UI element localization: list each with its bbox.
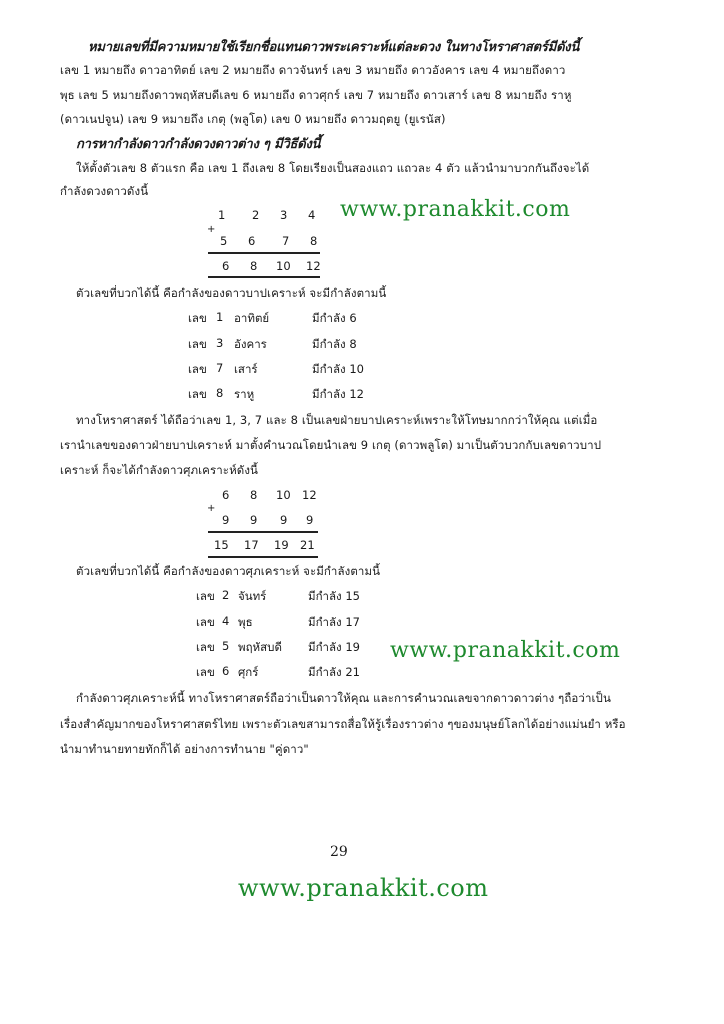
calc2-row2-cell: 9	[306, 513, 314, 527]
plus-sign: +	[207, 224, 216, 235]
calc1-row1-cell: 4	[308, 208, 316, 222]
calc2-row2-cell: 9	[222, 513, 230, 527]
paragraph-2-line-1: ให้ตั้งตัวเลข 8 ตัวแรก คือ เลข 1 ถึงเลข 8 โดยเรียงเป็นสองแถว แถวละ 4 ตัว แล้วนำมาบวกกันถึงจะได้	[76, 161, 590, 175]
calc1-row1-cell: 1	[218, 208, 226, 222]
calc2-row1-cell: 12	[302, 488, 317, 502]
calc1-result-cell: 6	[222, 259, 230, 273]
paragraph-6-line-1: กำลังดาวศุภเคราะห์นี้ ทางโหราศาสตร์ถือว่าเป็นดาวให้คุณ และการคำนวณเลขจากดาวดาวต่าง ๆถือว่าเป็น	[76, 691, 611, 705]
paragraph-1-line-3: (ดาวเนปจูน) เลข 9 หมายถึง เกตุ (พลูโต) เลข 0 หมายถึง ดาวมฤตยู (ยูเรนัส)	[60, 112, 446, 126]
heading-power-calculation: การหากำลังดาวกำลังดวงดาวต่าง ๆ มีวิธีดังนี้	[76, 137, 321, 152]
sum-line	[208, 276, 320, 278]
watermark: www.pranakkit.com	[340, 197, 571, 222]
sum-line	[208, 531, 318, 533]
calc1-row2-cell: 8	[310, 234, 318, 248]
heading-planet-numbers: หมายเลขที่มีความหมายใช้เรียกชื่อแทนดาวพระเคราะห์แต่ละดวง ในทางโหราศาสตร์มีดังนี้	[88, 40, 580, 55]
calc2-row2-cell: 9	[280, 513, 288, 527]
paragraph-1-line-2: พุธ เลข 5 หมายถึงดาวพฤหัสบดีเลข 6 หมายถึง ดาวศุกร์ เลข 7 หมายถึง ดาวเสาร์ เลข 8 หมายถึง ราหู	[60, 88, 572, 102]
page-number: 29	[330, 844, 348, 860]
paragraph-4-line-1: ทางโหราศาสตร์ ได้ถือว่าเลข 1, 3, 7 และ 8 เป็นเลขฝ่ายบาปเคราะห์เพราะให้โทษมากกว่าให้คุณ แต่เมื่อ	[76, 413, 598, 427]
calc2-row1-cell: 8	[250, 488, 258, 502]
calc1-row2-cell: 5	[220, 234, 228, 248]
watermark: www.pranakkit.com	[238, 874, 489, 902]
calc1-row1-cell: 2	[252, 208, 260, 222]
calc1-row1-cell: 3	[280, 208, 288, 222]
calc2-result-cell: 15	[214, 538, 229, 552]
calc2-row1-cell: 6	[222, 488, 230, 502]
paragraph-4-line-2: เรานำเลขของดาวฝ่ายบาปเคราะห์ มาตั้งคำนวณโดยนำเลข 9 เกตุ (ดาวพลูโต) มาเป็นตัวบวกกับเลขดาวบาป	[60, 438, 602, 452]
paragraph-3: ตัวเลขที่บวกได้นี้ คือกำลังของดาวบาปเคราะห์ จะมีกำลังตามนี้	[76, 286, 387, 300]
paragraph-2-line-2: กำลังดวงดาวดังนี้	[60, 184, 149, 198]
calc1-result-cell: 12	[306, 259, 321, 273]
calc2-row1-cell: 10	[276, 488, 291, 502]
watermark: www.pranakkit.com	[390, 638, 621, 663]
paragraph-5: ตัวเลขที่บวกได้นี้ คือกำลังของดาวศุภเคราะห์ จะมีกำลังตามนี้	[76, 564, 381, 578]
calc1-row2-cell: 7	[282, 234, 290, 248]
paragraph-1-line-1: เลข 1 หมายถึง ดาวอาทิตย์ เลข 2 หมายถึง ดาวจันทร์ เลข 3 หมายถึง ดาวอังคาร เลข 4 หมายถึงดาว	[60, 63, 566, 77]
paragraph-6-line-3: นำมาทำนายทายทักก็ได้ อย่างการทำนาย "คู่ดาว"	[60, 742, 309, 756]
paragraph-6-line-2: เรื่องสำคัญมากของโหราศาสตร์ไทย เพราะตัวเลขสามารถสื่อให้รู้เรื่องราวต่าง ๆของมนุษย์โลกได้อย่างแม่นยำ หรือ	[60, 717, 626, 731]
calc1-result-cell: 10	[276, 259, 291, 273]
paragraph-4-line-3: เคราะห์ ก็จะได้กำลังดาวศุภเคราะห์ดังนี้	[60, 463, 259, 477]
plus-sign: +	[207, 503, 216, 514]
sum-line	[208, 556, 318, 558]
calc2-result-cell: 21	[300, 538, 315, 552]
calc1-row2-cell: 6	[248, 234, 256, 248]
calc2-row2-cell: 9	[250, 513, 258, 527]
sum-line	[208, 252, 320, 254]
calc2-result-cell: 19	[274, 538, 289, 552]
calc2-result-cell: 17	[244, 538, 259, 552]
calc1-result-cell: 8	[250, 259, 258, 273]
